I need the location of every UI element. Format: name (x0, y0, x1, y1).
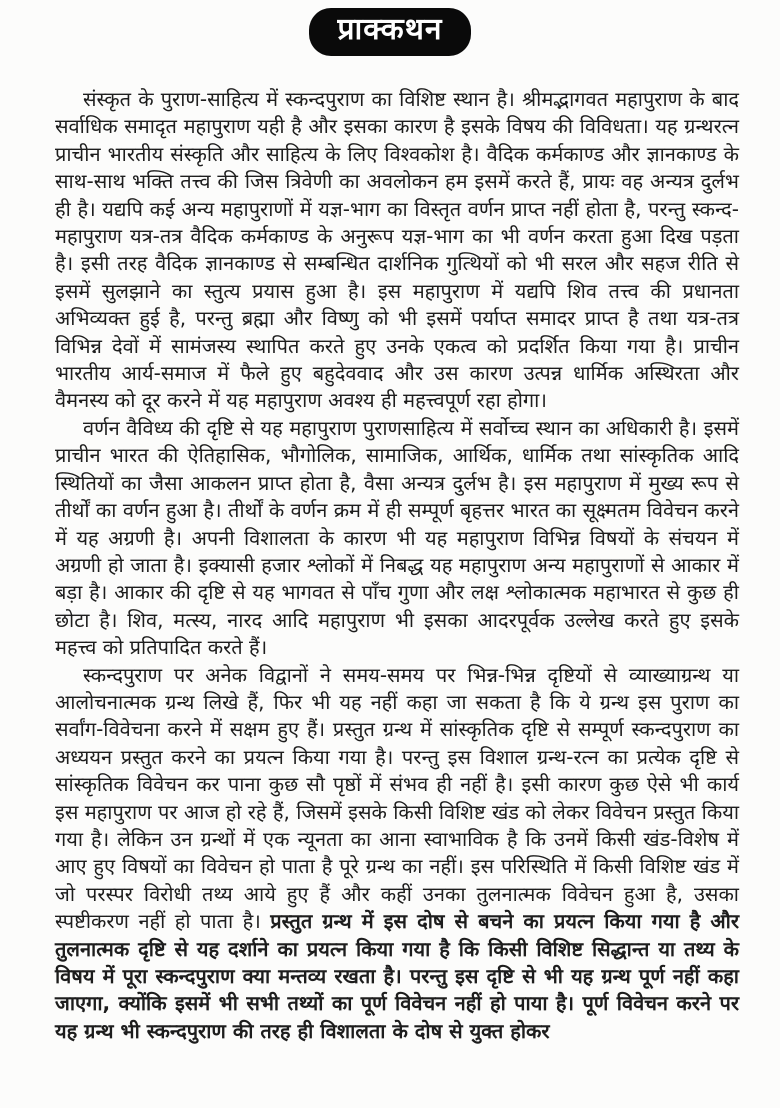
paragraph-3-bold-text: प्रस्तुत ग्रन्थ में इस दोष से बचने का प्रयत्न किया गया है और तुलनात्मक दृष्टि से यह दर्शाने का प्रयत्न किया गया है कि किसी विशिष्ट सिद्धान्त या तथ्य के विषय में पूरा स्कन्दपुराण क्या मन्तव्य रखता है। परन्तु इस दृष्टि से भी यह ग्रन्थ पूर्ण नहीं कहा जाएगा, क्योंकि इसमें भी सभी तथ्यों का पूर्ण विवेचन नहीं हो पाया है। पूर्ण विवेचन करने पर यह ग्रन्थ भी स्कन्दपुराण की तरह ही विशालता के दोष से युक्त होकर (55, 909, 740, 1043)
paragraph-3 (55, 662, 739, 1046)
paragraph-2: वर्णन वैविध्य की दृष्टि से यह महापुराण पुराणसाहित्य में सर्वोच्च स्थान का अधिकारी है। इसमें प्राचीन भारत की ऐतिहासिक, भौगोलिक, सामाजिक, आर्थिक, धार्मिक तथा सांस्कृतिक आदि स्थितियों का जैसा आकलन प्राप्त होता है, वैसा अन्यत्र दुर्लभ है। इस महापुराण में मुख्य रूप से तीर्थों का वर्णन हुआ है। तीर्थों के वर्णन क्रम में ही सम्पूर्ण बृहत्तर भारत का सूक्ष्मतम विवेचन करने में यह अग्रणी है। अपनी विशालता के कारण भी यह महापुराण विभिन्न विषयों के संचयन में अग्रणी हो जाता है। इक्यासी हजार श्लोकों में निबद्ध यह महापुराण अन्य महापुराणों से आकार में बड़ा है। आकार की दृष्टि से यह भागवत से पाँच गुणा और लक्ष श्लोकात्मक महाभारत से कुछ ही छोटा है। शिव, मत्स्य, नारद आदि महापुराण भी इसका आदरपूर्वक उल्लेख करते हुए इसके महत्त्व को प्रतिपादित करते हैं। (55, 415, 739, 660)
page-title-container (0, 8, 780, 56)
paragraph-1: संस्कृत के पुराण-साहित्य में स्कन्दपुराण का विशिष्ट स्थान है। श्रीमद्भागवत महापुराण के बाद सर्वाधिक समादृत महापुराण यही है और इसका कारण है इसके विषय की विविधता। यह ग्रन्थरत्न प्राचीन भारतीय संस्कृति और साहित्य के लिए विश्वकोश है। वैदिक कर्मकाण्ड और ज्ञानकाण्ड के साथ-साथ भक्ति तत्त्व की जिस त्रिवेणी का अवलोकन हम इसमें करते हैं, प्रायः वह अन्यत्र दुर्लभ ही है। यद्यपि कई अन्य महापुराणों में यज्ञ-भाग का विस्तृत वर्णन प्राप्त नहीं होता है, परन्तु स्कन्द-महापुराण यत्र-तत्र वैदिक कर्मकाण्ड के अनुरूप यज्ञ-भाग का भी वर्णन करता हुआ दिख पड़ता है। इसी तरह वैदिक ज्ञानकाण्ड से सम्बन्धित दार्शनिक गुत्थियों को भी सरल और सहज रीति से इसमें सुलझाने का स्तुत्य प्रयास हुआ है। इस महापुराण में यद्यपि शिव तत्त्व की प्रधानता अभिव्यक्त हुई है, परन्तु ब्रह्मा और विष्णु को भी इसमें पर्याप्त समादर प्राप्त है तथा यत्र-तत्र विभिन्न देवों में सामंजस्य स्थापित करते हुए उनके एकत्व को प्रदर्शित किया गया है। प्राचीन भारतीय आर्य-समाज में फैले हुए बहुदेववाद और उस कारण उत्पन्न धार्मिक अस्थिरता और वैमनस्य को दूर करने में यह महापुराण अवश्य ही महत्त्वपूर्ण रहा होगा। (55, 87, 739, 413)
paragraph-3-normal-text: स्कन्दपुराण पर अनेक विद्वानों ने समय-समय पर भिन्न-भिन्न दृष्टियों से व्याख्याग्रन्थ या आलोचनात्मक ग्रन्थ लिखे हैं, फिर भी यह नहीं कहा जा सकता है कि ये ग्रन्थ इस पुराण का सर्वांग-विवेचना करने में सक्षम हुए हैं। प्रस्तुत ग्रन्थ में सांस्कृतिक दृष्टि से सम्पूर्ण स्कन्दपुराण का अध्ययन प्रस्तुत करने का प्रयत्न किया गया है। परन्तु इस विशाल ग्रन्थ-रत्न का प्रत्येक दृष्टि से सांस्कृतिक विवेचन कर पाना कुछ सौ पृष्ठों में संभव ही नहीं है। इसी कारण कुछ ऐसे भी कार्य इस महापुराण पर आज हो रहे हैं, जिसमें इसके किसी विशिष्ट खंड को लेकर विवेचन प्रस्तुत किया गया है। लेकिन उन ग्रन्थों में एक न्यूनता का आना स्वाभाविक है कि उनमें किसी खंड-विशेष में आए हुए विषयों का विवेचन हो पाता है पूरे ग्रन्थ का नहीं। इस परिस्थिति में किसी विशिष्ट खंड में जो परस्पर विरोधी तथ्य आये हुए हैं और कहीं उनका तुलनात्मक विवेचन हुआ है, उसका स्पष्टीकरण नहीं हो पाता है। (55, 662, 739, 934)
body-text-block (55, 86, 739, 1045)
page-title: प्राक्कथन (309, 8, 470, 56)
